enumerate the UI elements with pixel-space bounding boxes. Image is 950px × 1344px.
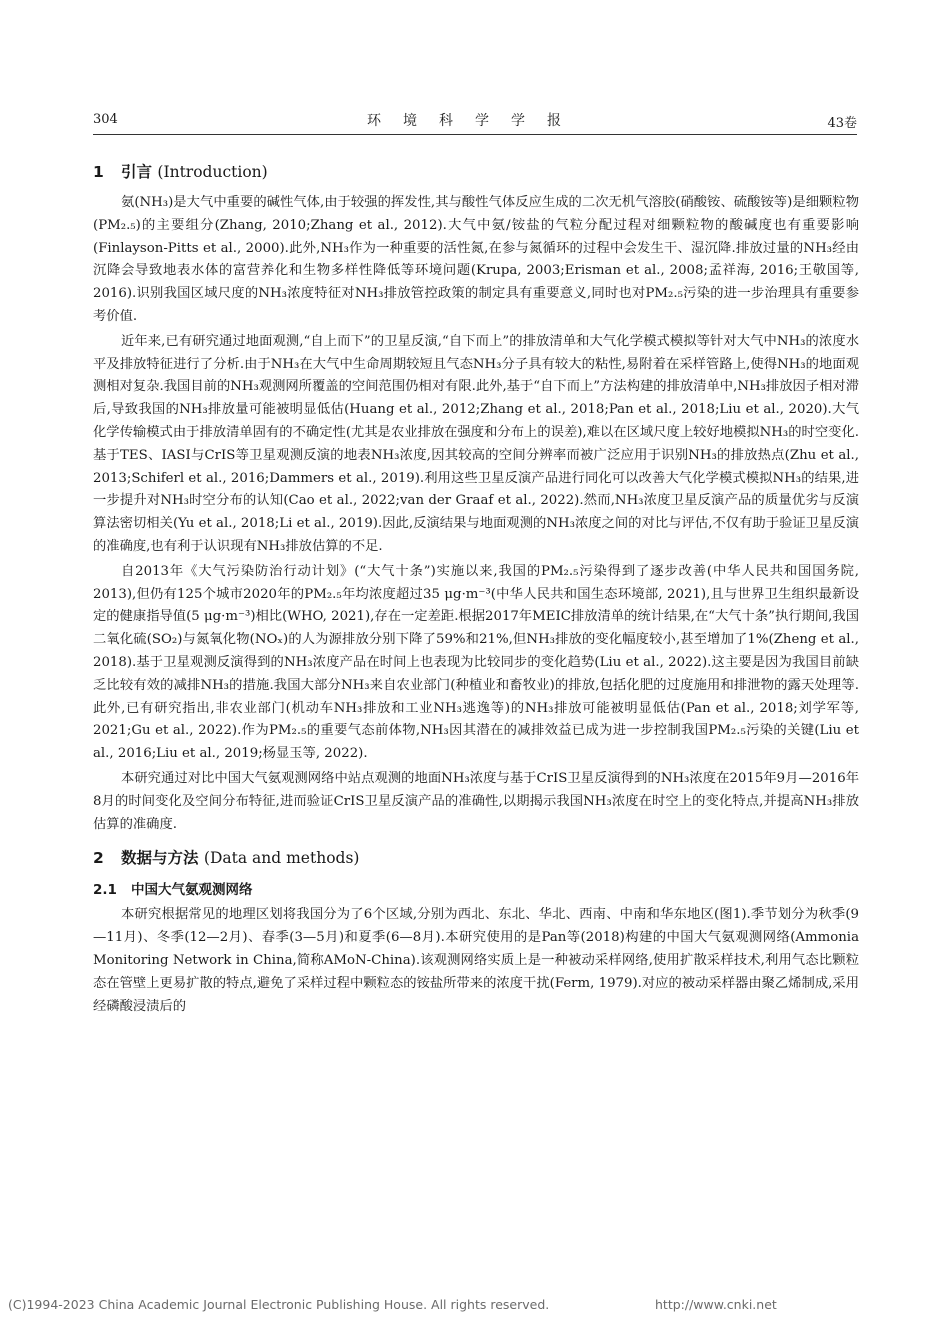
paragraph: 氨(NH₃)是大气中重要的碱性气体,由于较强的挥发性,其与酸性气体反应生成的二次无机气溶胶(硝酸铵、硫酸铵等)是细颗粒物(PM₂.₅)的主要组分(Zhang, 2010;Zhang et al., 2012).大气中氨/铵盐的气粒分配过程对细颗粒物的酸碱度也有重要影响(Finlayson-Pitts et al., 2000).此外,NH₃作为一种重要的活性氮,在参与氮循环的过程中会发生干、湿沉降.排放过量的NH₃经由沉降会导致地表水体的富营养化和生物多样性降低等环境问题(Krupa, 2003;Erisman et al., 2008;孟祥海, 2016;王敬国等, 2016).识别我国区域尺度的NH₃浓度特征对NH₃排放管控政策的制定具有重要意义,同时也对PM₂.₅污染的进一步治理具有重要参考价值. bbox=[93, 195, 859, 324]
section-number: 1 bbox=[93, 163, 104, 181]
section-title-cn: 引言 bbox=[121, 163, 153, 181]
journal-title: 环境科学学报 bbox=[367, 113, 583, 129]
section-number: 2 bbox=[93, 849, 104, 868]
footer-url: http://www.cnki.net bbox=[655, 1297, 777, 1312]
article-body bbox=[93, 160, 859, 1020]
copyright-notice: (C)1994-2023 China Academic Journal Electronic Publishing House. All rights reserved. bbox=[8, 1297, 550, 1312]
section-heading-introduction bbox=[93, 160, 859, 182]
page-footer bbox=[0, 1297, 950, 1317]
section-title-en: (Introduction) bbox=[157, 163, 268, 181]
paragraph: 自2013年《大气污染防治行动计划》(“大气十条”)实施以来,我国的PM₂.₅污染得到了逐步改善(中华人民共和国国务院, 2013),但仍有125个城市2020年的PM₂.₅年均浓度超过35 μg·m⁻³(中华人民共和国生态环境部, 2021),且与世界卫生组织最新设定的健康指导值(5 μg·m⁻³)相比(WHO, 2021),存在一定差距.根据2017年MEIC排放清单的统计结果,在“大气十条”执行期间,我国二氧化硫(SO₂)与氮氧化物(NOₓ)的人为源排放分别下降了59%和21%,但NH₃排放的变化幅度较小,甚至增加了1%(Zheng et al., 2018).基于卫星观测反演得到的NH₃浓度产品在时间上也表现为比较同步的变化趋势(Liu et al., 2022).这主要是因为我国目前缺乏比较有效的减排NH₃的措施.我国大部分NH₃来自农业部门(种植业和畜牧业)的排放,包括化肥的过度施用和排泄物的露天处理等.此外,已有研究指出,非农业部门(机动车NH₃排放和工业NH₃逃逸等)的NH₃排放可能被明显低估(Pan et al., 2018;刘学军等, 2021;Gu et al., 2022).作为PM₂.₅的重要气态前体物,NH₃因其潜在的减排效益已成为进一步控制我国PM₂.₅污染的关键(Liu et al., 2016;Liu et al., 2019;杨显玉等, 2022). bbox=[93, 563, 859, 762]
section-title-cn: 数据与方法 bbox=[121, 849, 199, 868]
subsection-title: 中国大气氨观测网络 bbox=[131, 882, 253, 899]
volume-label: 43卷 bbox=[827, 116, 857, 131]
paragraph: 近年来,已有研究通过地面观测,“自上而下”的卫星反演,“自下而上”的排放清单和大气化学模式模拟等针对大气中NH₃的浓度水平及排放特征进行了分析.由于NH₃在大气中生命周期较短且气态NH₃分子具有较大的粘性,易附着在采样管路上,使得NH₃的地面观测相对复杂.我国目前的NH₃观测网所覆盖的空间范围仍相对有限.此外,基于“自下而上”方法构建的排放清单中,NH₃排放因子相对滞后,导致我国的NH₃排放量可能被明显低估(Huang et al., 2012;Zhang et al., 2018;Pan et al., 2018;Liu et al., 2020).大气化学传输模式由于排放清单固有的不确定性(尤其是农业排放在强度和分布上的误差),难以在区域尺度上较好地模拟NH₃的时空变化.基于TES、IASI与CrIS等卫星观测反演的地表NH₃浓度,因其较高的空间分辨率而被广泛应用于识别NH₃的排放热点(Zhu et al., 2013;Schiferl et al., 2016;Dammers et al., 2019).利用这些卫星反演产品进行同化可以改善大气化学模式模拟NH₃的结果,进一步提升对NH₃时空分布的认知(Cao et al., 2022;van der Graaf et al., 2022).然而,NH₃浓度卫星反演产品的质量优劣与反演算法密切相关(Yu et al., 2018;Li et al., 2019).因此,反演结果与地面观测的NH₃浓度之间的对比与评估,不仅有助于验证卫星反演的准确度,也有利于认识现有NH₃排放估算的不足. bbox=[93, 333, 859, 554]
subsection-number: 2.1 bbox=[93, 882, 117, 899]
section-heading-methods bbox=[93, 846, 859, 868]
page-number: 304 bbox=[93, 112, 118, 127]
paragraph: 本研究根据常见的地理区划将我国分为了6个区域,分别为西北、东北、华北、西南、中南和华东地区(图1).季节划分为秋季(9—11月)、冬季(12—2月)、春季(3—5月)和夏季(6—8月).本研究使用的是Pan等(2018)构建的中国大气氨观测网络(Ammonia Monitoring Network in China,简称AMoN-China).该观测网络实质上是一种被动采样网络,使用扩散采样技术,利用气态比颗粒态在管壁上更易扩散的特点,避免了采样过程中颗粒态的铵盐所带来的浓度干扰(Ferm, 1979).对应的被动采样器由聚乙烯制成,采用经磷酸浸渍后的 bbox=[93, 907, 859, 1014]
running-header bbox=[93, 108, 857, 135]
section-title-en: (Data and methods) bbox=[203, 849, 360, 868]
subsection-heading bbox=[93, 878, 859, 898]
paragraph: 本研究通过对比中国大气氨观测网络中站点观测的地面NH₃浓度与基于CrIS卫星反演得到的NH₃浓度在2015年9月—2016年8月的时间变化及空间分布特征,进而验证CrIS卫星反演产品的准确性,以期揭示我国NH₃浓度在时空上的变化特点,并提高NH₃排放估算的准确度. bbox=[93, 770, 859, 832]
